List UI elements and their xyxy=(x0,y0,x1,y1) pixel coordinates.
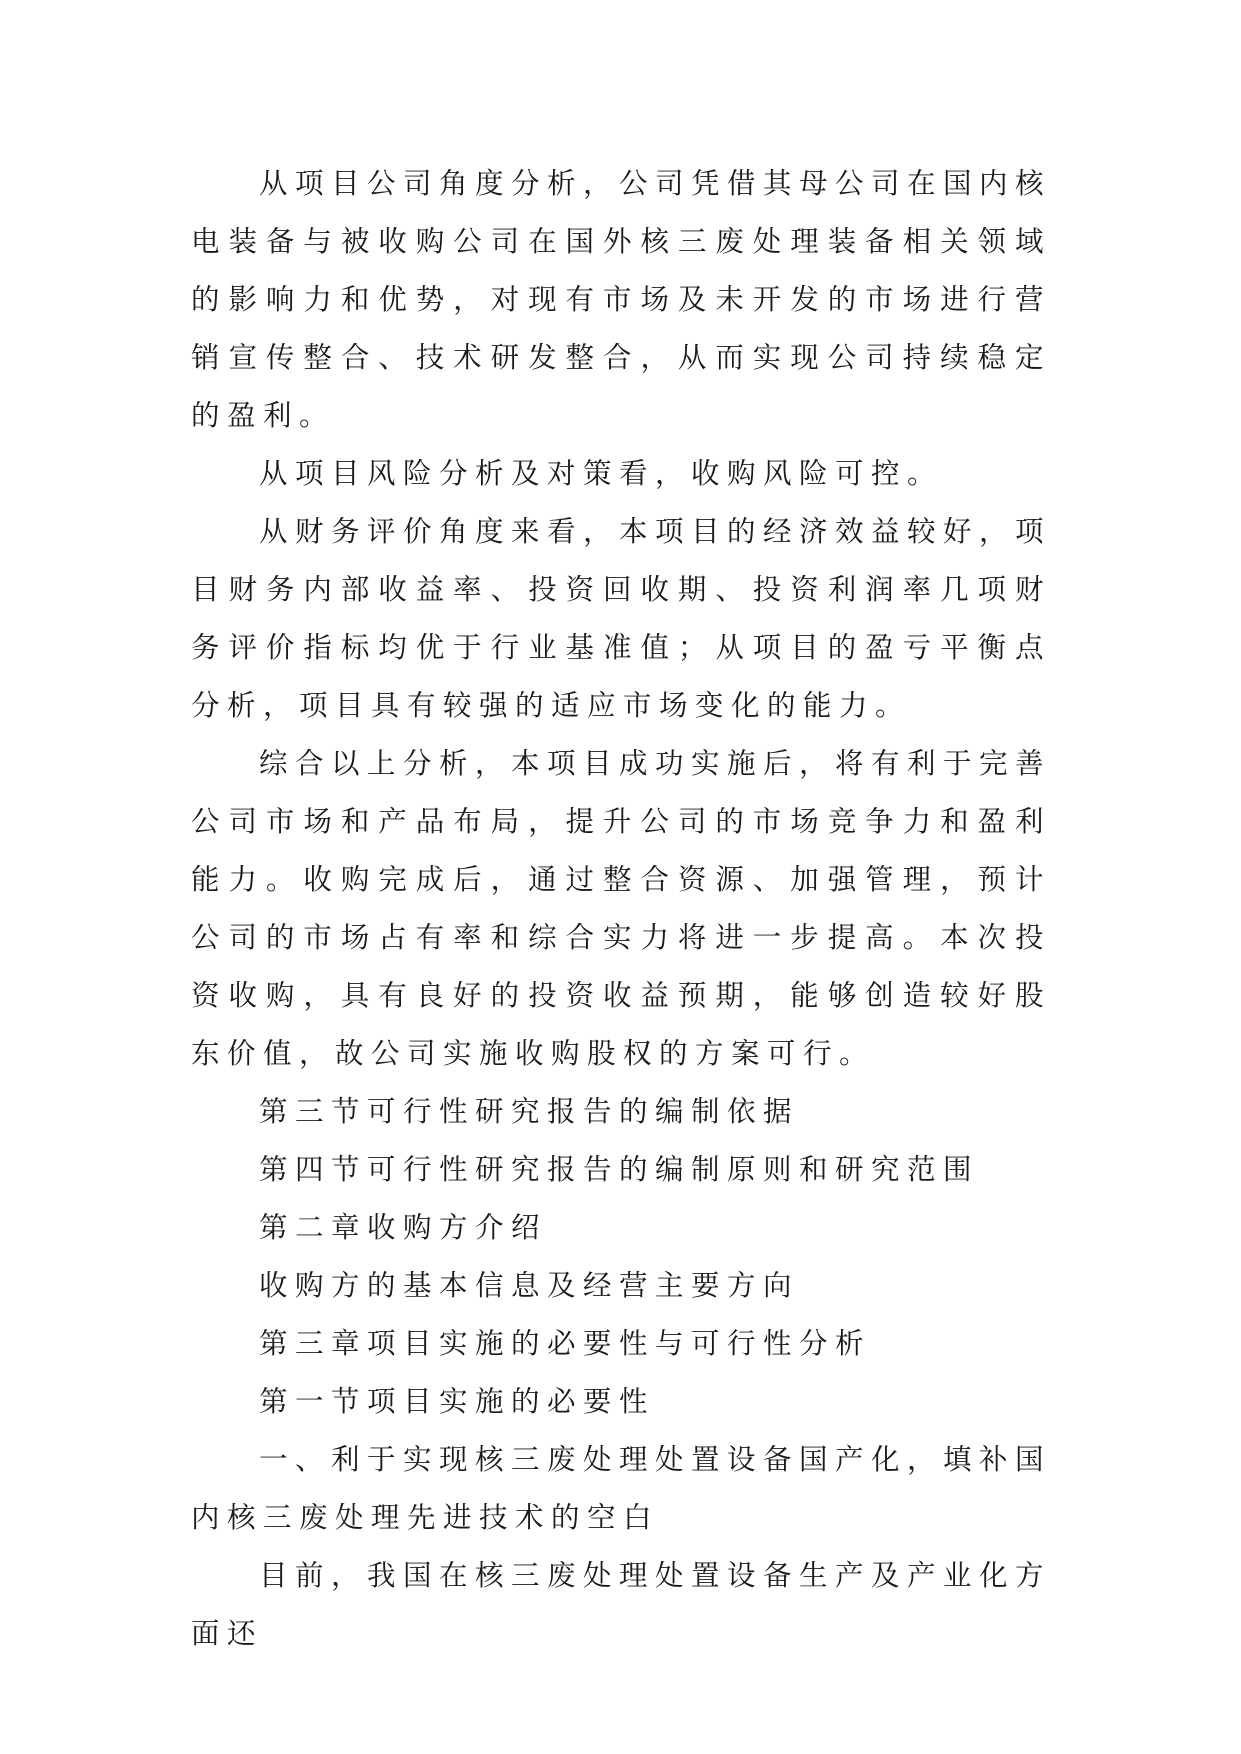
subsection-heading-localization: 一、利于实现核三废处理处置设备国产化，填补国内核三废处理先进技术的空白 xyxy=(191,1443,1052,1534)
section-heading-principles: 第四节可行性研究报告的编制原则和研究范围 xyxy=(259,1153,980,1186)
section-heading-necessity: 第一节项目实施的必要性 xyxy=(259,1385,656,1418)
section-heading-basis: 第三节可行性研究报告的编制依据 xyxy=(259,1095,800,1128)
chapter-heading-acquirer: 第二章收购方介绍 xyxy=(259,1211,548,1244)
document-page xyxy=(191,155,1051,1663)
chapter-heading-necessity-feasibility: 第三章项目实施的必要性与可行性分析 xyxy=(259,1327,872,1360)
paragraph-financial-evaluation: 从财务评价角度来看，本项目的经济效益较好，项目财务内部收益率、投资回收期、投资利润率几项财务评价指标均优于行业基准值；从项目的盈亏平衡点分析，项目具有较强的适应市场变化的能力。 xyxy=(191,515,1052,722)
section-heading-acquirer-info: 收购方的基本信息及经营主要方向 xyxy=(259,1269,800,1302)
paragraph-summary: 综合以上分析，本项目成功实施后，将有利于完善公司市场和产品布局，提升公司的市场竞争力和盈利能力。收购完成后，通过整合资源、加强管理，预计公司的市场占有率和综合实力将进一步提高。本次投资收购，具有良好的投资收益预期，能够创造较好股东价值，故公司实施收购股权的方案可行。 xyxy=(191,747,1052,1070)
paragraph-project-company-analysis: 从项目公司角度分析，公司凭借其母公司在国内核电装备与被收购公司在国外核三废处理装备相关领域的影响力和优势，对现有市场及未开发的市场进行营销宣传整合、技术研发整合，从而实现公司持续稳定的盈利。 xyxy=(191,167,1052,432)
paragraph-current-status: 目前，我国在核三废处理处置设备生产及产业化方面还 xyxy=(191,1559,1052,1650)
paragraph-risk-analysis: 从项目风险分析及对策看，收购风险可控。 xyxy=(259,457,944,490)
